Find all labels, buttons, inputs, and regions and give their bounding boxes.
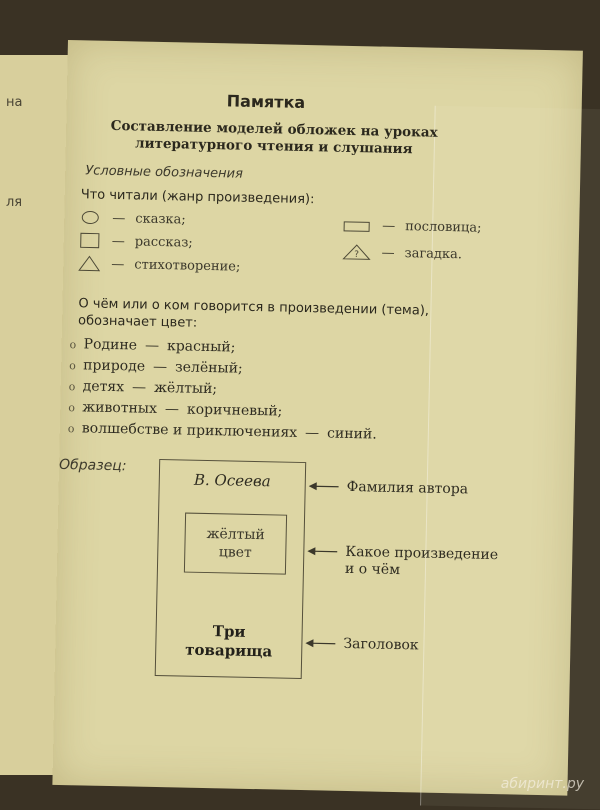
genre-label: сказка; [135, 210, 186, 228]
dash: — [112, 210, 126, 226]
genre-row-poem [77, 254, 240, 275]
square-icon [78, 231, 102, 249]
arrow-left-icon [309, 480, 339, 493]
genre-row-story [78, 231, 193, 251]
topic-color: синий. [326, 425, 377, 443]
riddle-symbol-text: ? [354, 250, 360, 261]
sample-label: Образец: [58, 456, 127, 475]
genre-question: Что читали (жанр произведения): [80, 187, 315, 208]
topic-color: жёлтый; [153, 379, 218, 398]
topic-question: О чём или о ком говорится в произведении (тема), обозначает цвет: [77, 296, 430, 331]
triangle-icon [77, 254, 101, 272]
genre-row-proverb [342, 218, 482, 236]
genre-row-fairytale [78, 208, 186, 228]
dash: — [131, 379, 147, 396]
topic-subject: детях [82, 378, 125, 396]
dash: — [144, 337, 160, 354]
genre-row-riddle [341, 243, 462, 264]
arrow-left-icon [307, 545, 337, 558]
bullet: о [69, 359, 76, 373]
watermark: абиринт.ру [500, 776, 584, 792]
dash: — [382, 218, 396, 234]
cover-color-line1: жёлтый [206, 526, 265, 544]
cover-title [156, 621, 302, 662]
dash: — [164, 401, 180, 418]
page-subtitle: Составление моделей обложек на уроках литературного чтения и слушания [110, 117, 438, 158]
callout-title [305, 635, 419, 654]
genre-label: пословица; [405, 219, 482, 236]
arrow-left-icon [305, 637, 335, 650]
dash: — [381, 245, 395, 261]
rectangle-icon [342, 218, 372, 233]
topic-list [68, 334, 379, 445]
genre-label: рассказ; [134, 233, 193, 251]
memo-page [52, 40, 582, 796]
dash: — [304, 425, 320, 442]
dash: — [111, 256, 125, 272]
legend-title: Условные обозначения [85, 163, 244, 182]
genre-label: стихотворение; [134, 256, 241, 275]
topic-color: красный; [166, 338, 236, 356]
bullet: о [68, 380, 76, 394]
left-page-fragment: на [6, 95, 23, 110]
topic-color: коричневый; [186, 401, 283, 420]
callout-title-text: Заголовок [343, 635, 419, 654]
cover-color-line2: цвет [218, 544, 252, 561]
topic-subject: природе [83, 357, 146, 375]
topic-subject: Родине [83, 336, 138, 354]
callout-content-line2: и о чём [344, 560, 401, 579]
topic-subject: волшебстве и приключениях [81, 420, 298, 441]
callout-content [307, 543, 498, 581]
bullet: о [68, 401, 76, 415]
left-page-fragment: ля [6, 195, 23, 210]
cover-author: В. Осеева [193, 470, 271, 491]
question-triangle-icon [341, 243, 371, 262]
circle-icon [78, 208, 102, 226]
topic-subject: животных [82, 399, 158, 417]
callout-author [309, 478, 469, 498]
plastic-sleeve [420, 106, 600, 810]
dash: — [111, 233, 125, 249]
cover-title-line1: Три [212, 622, 246, 641]
callout-author-text: Фамилия автора [346, 478, 469, 498]
cover-color-box [184, 513, 287, 575]
cover-title-line2: товарища [185, 640, 273, 661]
callout-content-line1: Какое произведение [345, 543, 499, 564]
dash: — [152, 358, 168, 376]
genre-label: загадка. [404, 245, 463, 262]
bullet: о [69, 338, 77, 352]
sample-cover-model [155, 459, 307, 679]
topic-color: зелёный; [174, 359, 243, 377]
page-title: Памятка [226, 91, 306, 112]
bullet: о [67, 422, 75, 436]
